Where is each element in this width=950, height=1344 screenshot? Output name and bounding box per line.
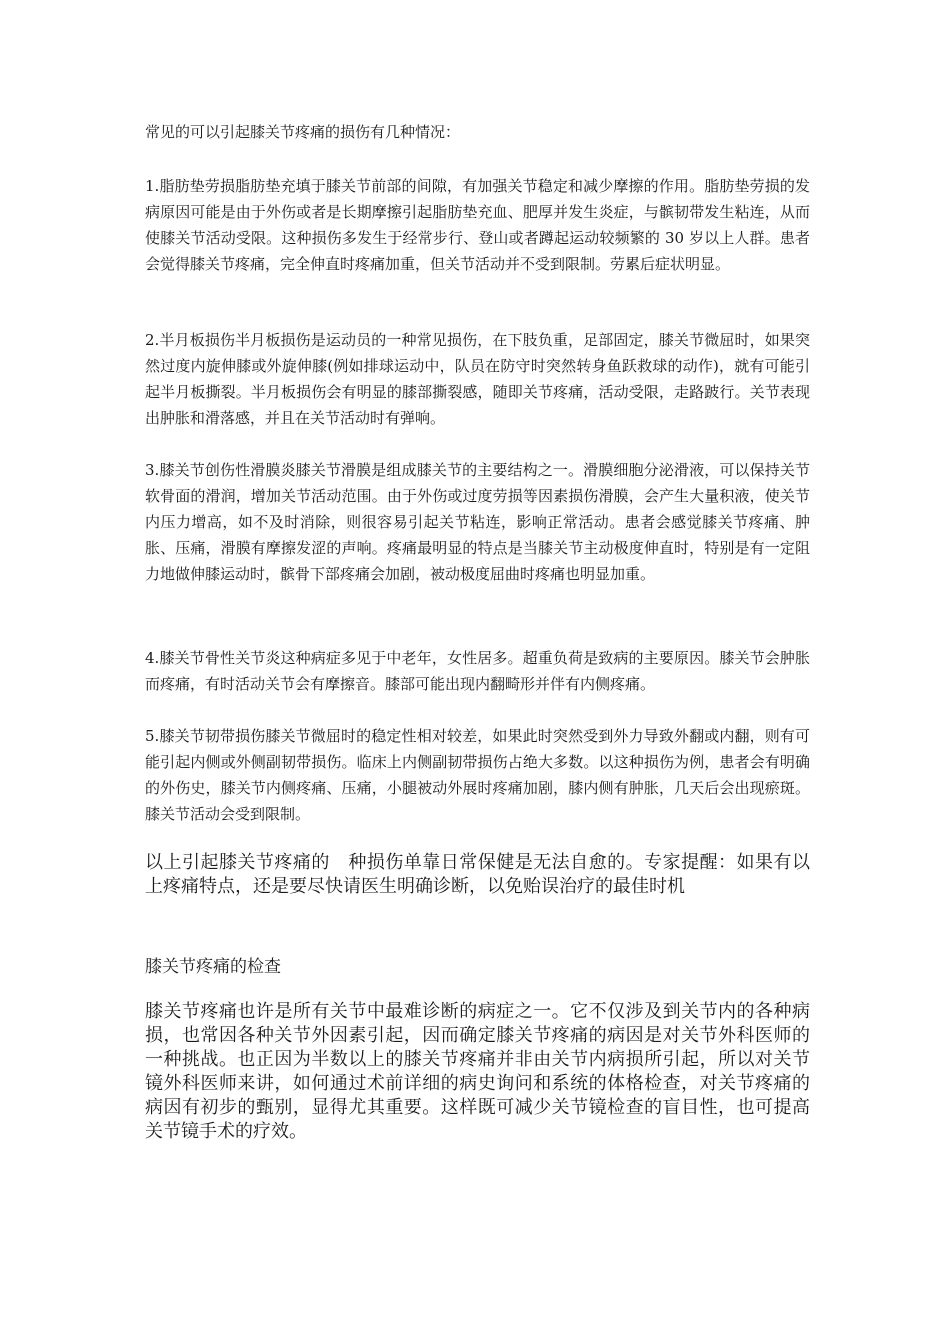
injury-item-meniscus: 2.半月板损伤半月板损伤是运动员的一种常见损伤，在下肢负重，足部固定，膝关节微屈时，如果突然过度内旋伸膝或外旋伸膝(例如排球运动中，队员在防守时突然转身鱼跃救球的动作)，就有可能引起半月板撕裂。半月板损伤会有明显的膝部撕裂感，随即关节疼痛，活动受限，走路跛行。关节表现出肿胀和滑落感，并且在关节活动时有弹响。 [145,331,810,427]
summary-paragraph: 以上引起膝关节疼痛的 种损伤单靠日常保健是无法自愈的。专家提醒：如果有以上疼痛特点，还是要尽快请医生明确诊断，以免贻误治疗的最佳时机 [145,852,810,897]
injury-item-synovitis: 3.膝关节创伤性滑膜炎膝关节滑膜是组成膝关节的主要结构之一。滑膜细胞分泌滑液，可以保持关节软骨面的滑润，增加关节活动范围。由于外伤或过度劳损等因素损伤滑膜，会产生大量积液，使关节内压力增高，如不及时消除，则很容易引起关节粘连，影响正常活动。患者会感觉膝关节疼痛、肿胀、压痛，滑膜有摩擦发涩的声响。疼痛最明显的特点是当膝关节主动极度伸直时，特别是有一定阻力地做伸膝运动时，髌骨下部疼痛会加剧，被动极度屈曲时疼痛也明显加重。 [145,461,810,583]
injury-item-ligament: 5.膝关节韧带损伤膝关节微屈时的稳定性相对较差，如果此时突然受到外力导致外翻或内翻，则有可能引起内侧或外侧副韧带损伤。临床上内侧副韧带损伤占绝大多数。以这种损伤为例，患者会有明确的外伤史，膝关节内侧疼痛、压痛，小腿被动外展时疼痛加剧，膝内侧有肿胀，几天后会出现瘀斑。膝关节活动会受到限制。 [145,727,810,823]
intro-paragraph: 常见的可以引起膝关节疼痛的损伤有几种情况： [145,123,461,141]
exam-paragraph: 膝关节疼痛也许是所有关节中最难诊断的病症之一。它不仅涉及到关节内的各种病损，也常因各种关节外因素引起，因而确定膝关节疼痛的病因是对关节外科医师的一种挑战。也正因为半数以上的膝关节疼痛并非由关节内病损所引起，所以对关节镜外科医师来讲，如何通过术前详细的病史询问和系统的体格检查，对关节疼痛的病因有初步的甄别，显得尤其重要。这样既可减少关节镜检查的盲目性，也可提高关节镜手术的疗效。 [145,1001,810,1142]
injury-item-fat-pad: 1.脂肪垫劳损脂肪垫充填于膝关节前部的间隙，有加强关节稳定和减少摩擦的作用。脂肪垫劳损的发病原因可能是由于外伤或者是长期摩擦引起脂肪垫充血、肥厚并发生炎症，与髌韧带发生粘连，从而使膝关节活动受限。这种损伤多发生于经常步行、登山或者蹲起运动较频繁的 30 岁以上人群。患者会觉得膝关节疼痛，完全伸直时疼痛加重，但关节活动并不受到限制。劳累后症状明显。 [145,177,810,273]
injury-item-osteoarthritis: 4.膝关节骨性关节炎这种病症多见于中老年，女性居多。超重负荷是致病的主要原因。膝关节会肿胀而疼痛，有时活动关节会有摩擦音。膝部可能出现内翻畸形并伴有内侧疼痛。 [145,649,810,693]
section-heading: 膝关节疼痛的检查 [145,957,281,977]
